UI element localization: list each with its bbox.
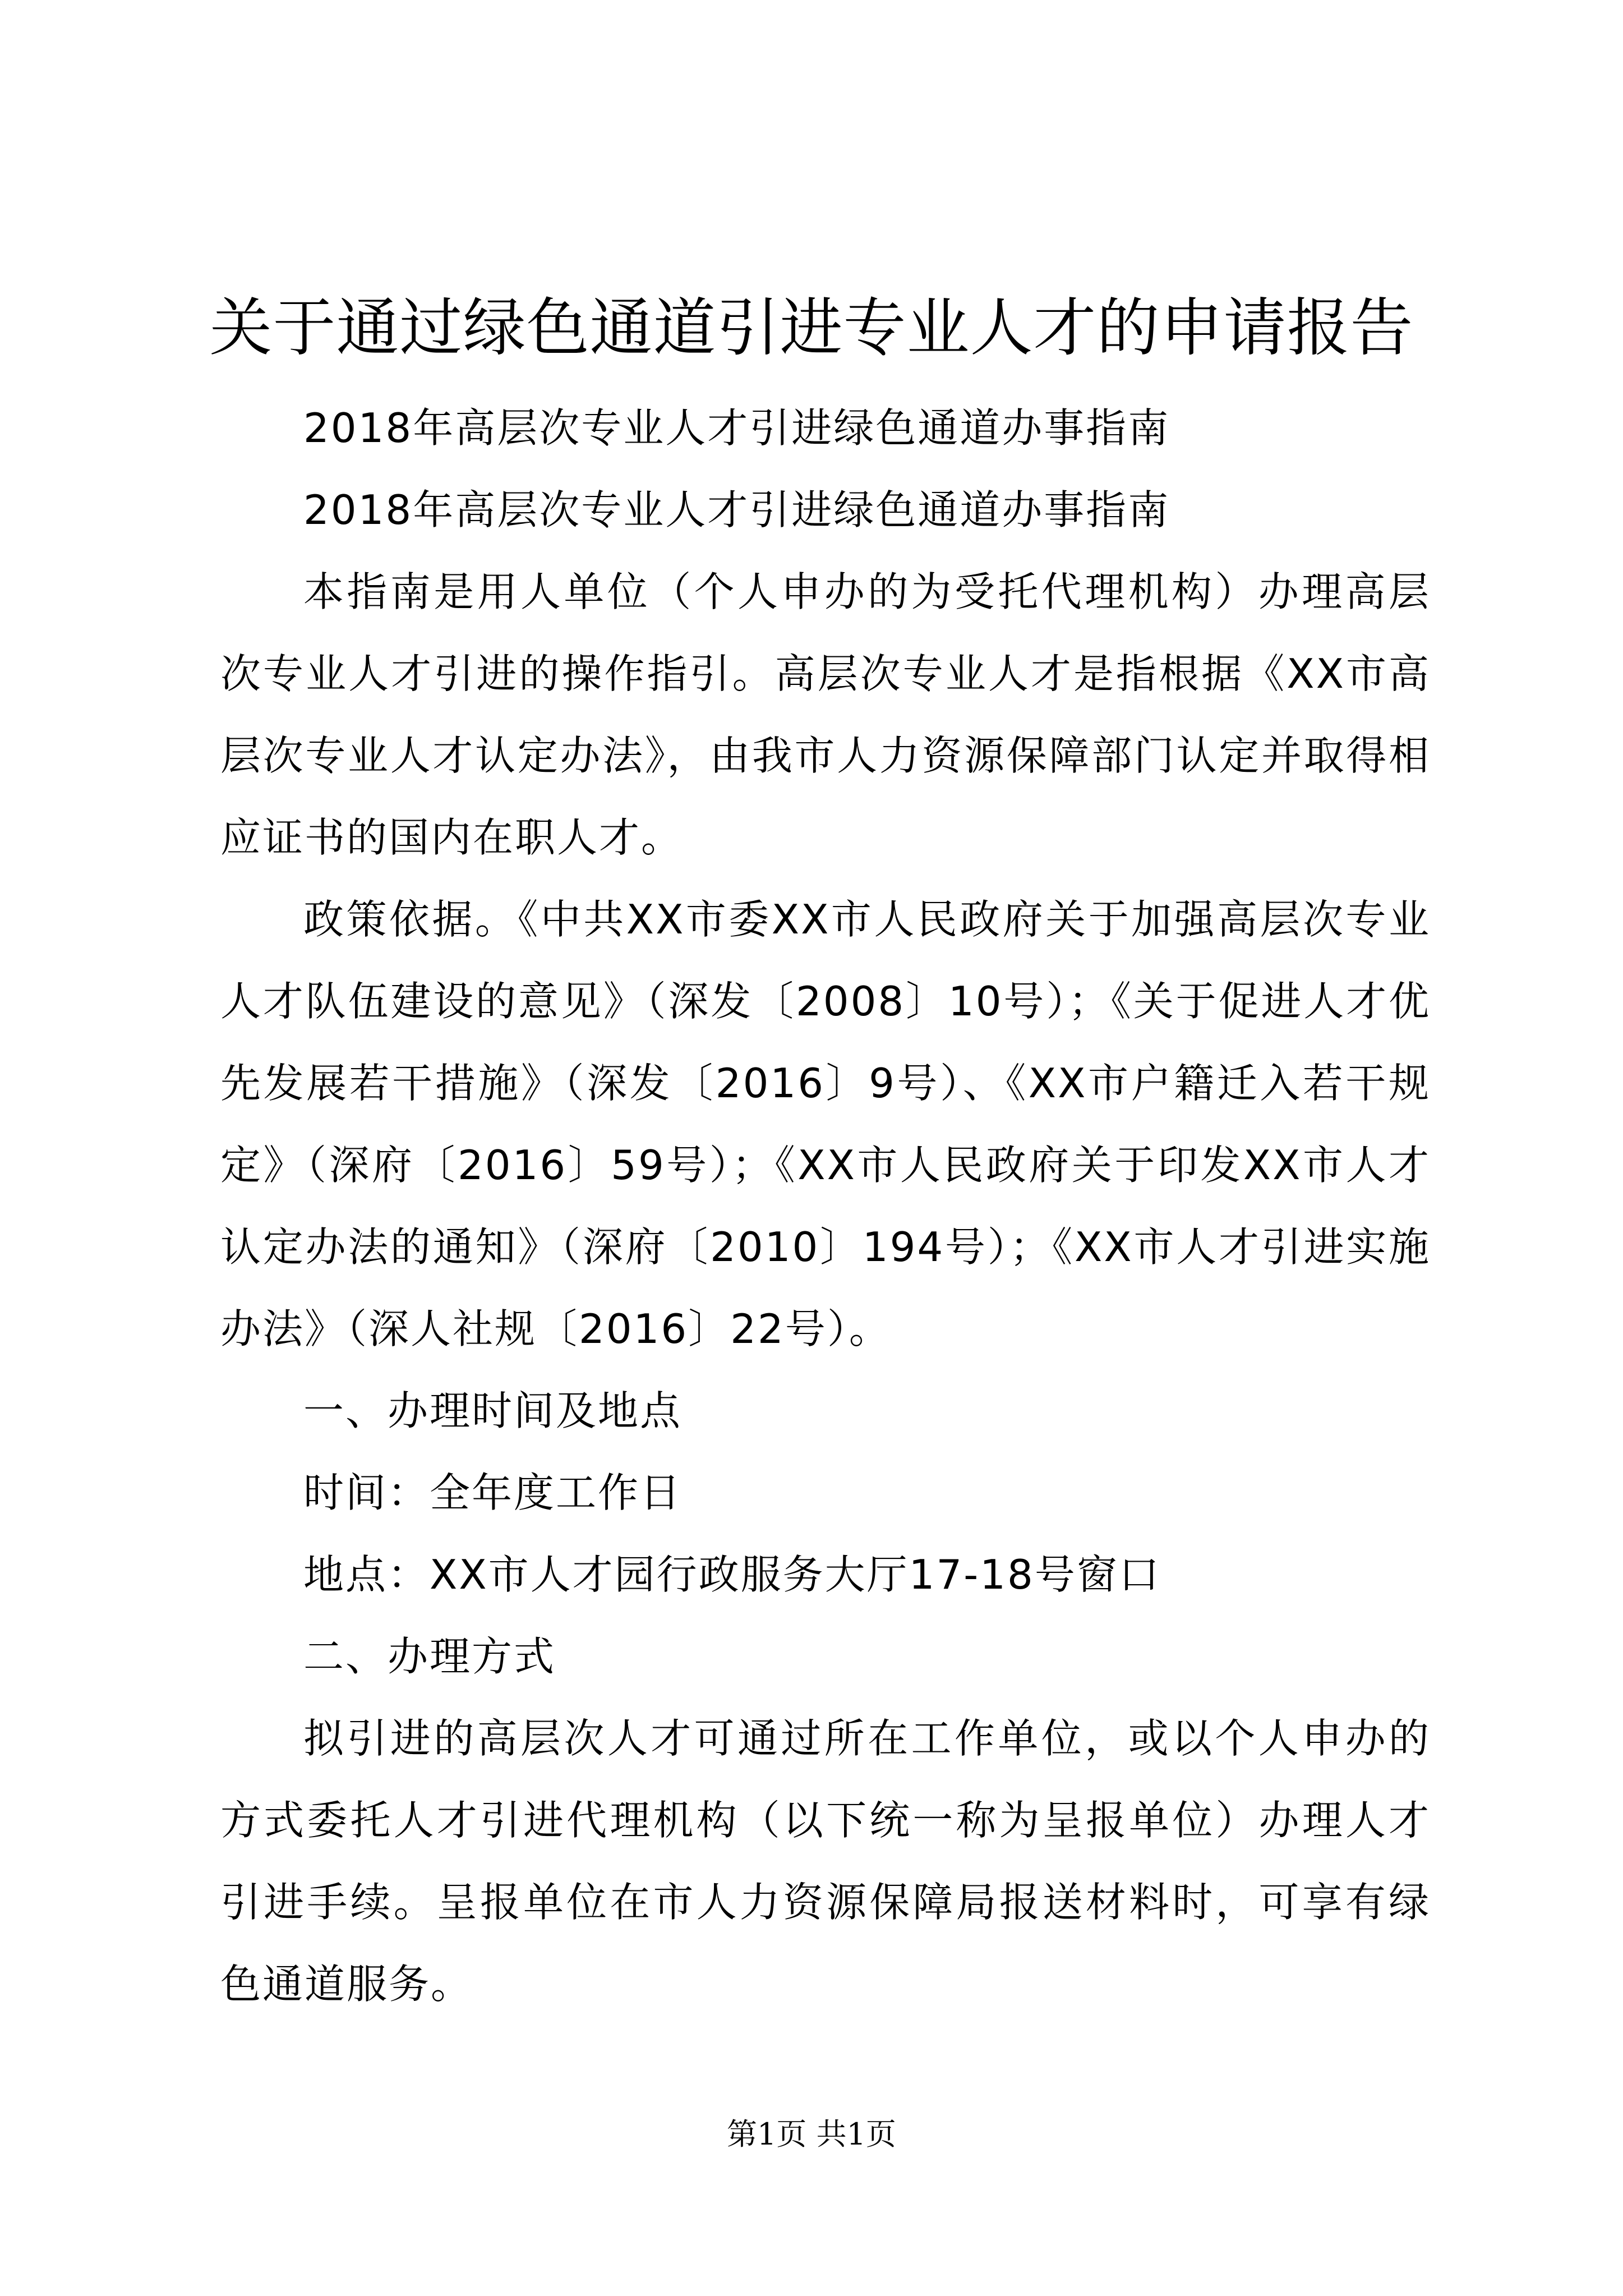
page-footer: 第1页 共1页 <box>727 2116 896 2152</box>
paragraph-policy-basis: 政策依据。《中共XX市委XX市人民政府关于加强高层次专业人才队伍建设的意见》（深发〔2008〕10号）；《关于促进人才优先发展若干措施》（深发〔2016〕9号）、《XX市户籍迁入若干规定》（深府〔2016〕59号）；《XX市人民政府关于印发XX市人才认定办法的通知》（深府〔2010〕194号）；《XX市人才引进实施办法》（深人社规〔2016〕22号）。 <box>220 896 1431 1352</box>
section-heading-time-place: 一、办理时间及地点 <box>303 1387 683 1434</box>
paragraph-method: 拟引进的高层次人才可通过所在工作单位，或以个人申办的方式委托人才引进代理机构（以下统一称为呈报单位）办理人才引进手续。呈报单位在市人力资源保障局报送材料时，可享有绿色通道服务。 <box>220 1715 1431 2008</box>
document-body <box>220 387 1431 2025</box>
paragraph-time: 时间：全年度工作日 <box>303 1469 683 1516</box>
paragraph-introduction: 本指南是用人单位（个人申办的为受托代理机构）办理高层次专业人才引进的操作指引。高层次专业人才是指根据《XX市高层次专业人才认定办法》，由我市人力资源保障部门认定并取得相应证书的国内在职人才。 <box>220 568 1431 861</box>
paragraph-guide-title-1: 2018年高层次专业人才引进绿色通道办事指南 <box>303 404 1170 452</box>
paragraph-place: 地点：XX市人才园行政服务大厅17-18号窗口 <box>303 1551 1161 1598</box>
document-title: 关于通过绿色通道引进专业人才的申请报告 <box>209 292 1414 365</box>
section-heading-method: 二、办理方式 <box>303 1633 556 1680</box>
paragraph-guide-title-2: 2018年高层次专业人才引进绿色通道办事指南 <box>303 486 1170 533</box>
